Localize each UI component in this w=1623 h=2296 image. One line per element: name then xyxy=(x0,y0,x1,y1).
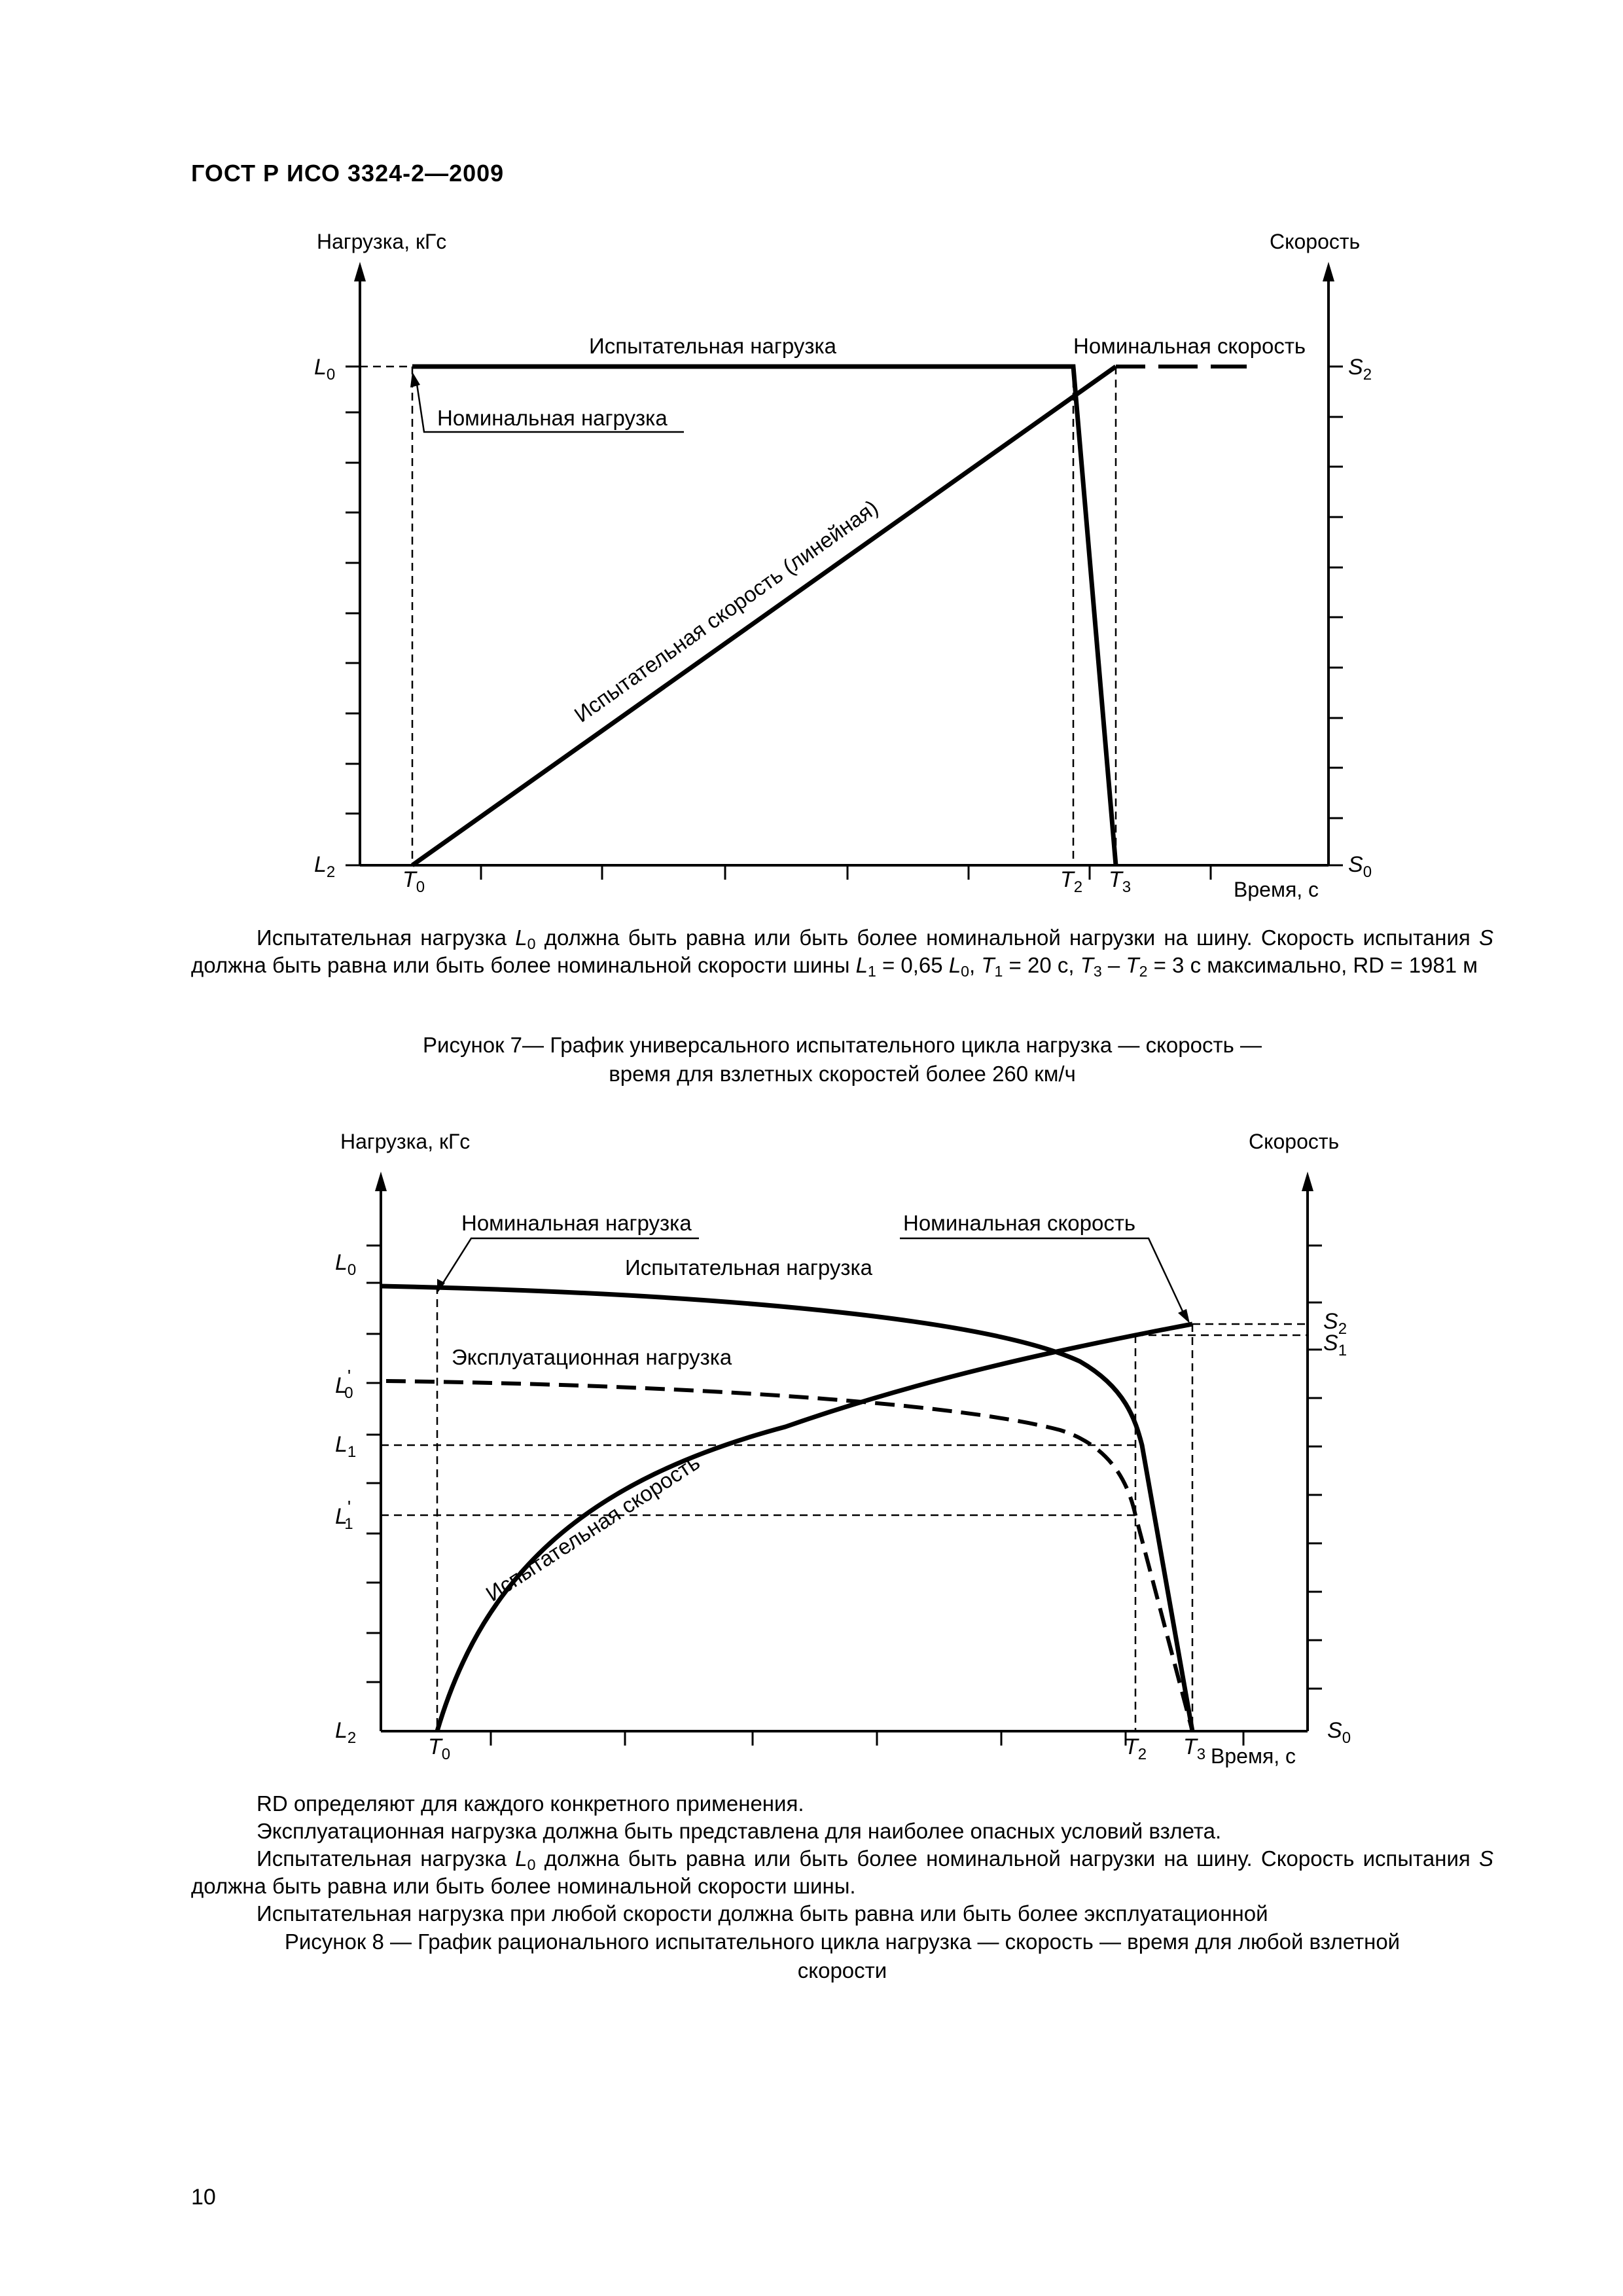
label-nominal-speed: Номинальная скорость xyxy=(1073,334,1306,358)
operational-load-curve xyxy=(386,1381,1192,1731)
note-rd: RD определяют для каждого конкретного применения. xyxy=(257,1791,804,1816)
page-number: 10 xyxy=(191,2185,216,2210)
figure-8-chart xyxy=(0,1113,1623,1806)
tick-L1p: L' 1 xyxy=(335,1497,353,1533)
document-header: ГОСТ Р ИСО 3324-2—2009 xyxy=(191,160,505,187)
tick-S2: $S_2$ xyxy=(1348,355,1372,384)
tick-L2: $L_2$ xyxy=(314,852,336,881)
tick-S0: $S_0$ xyxy=(1327,1718,1351,1747)
label-test-speed: Испытательная скорость (линейная) xyxy=(569,495,883,727)
figure-7-chart xyxy=(0,216,1623,923)
tick-L2: $L_2$ xyxy=(335,1718,357,1747)
tick-T3: $T_3$ xyxy=(1183,1734,1206,1763)
test-speed-line xyxy=(412,367,1116,865)
label-nominal-load: Номинальная нагрузка xyxy=(461,1211,692,1235)
tick-T3: $T_3$ xyxy=(1109,867,1132,896)
figure-8-notes xyxy=(191,1790,1493,1928)
x-title: Время, с xyxy=(1211,1744,1296,1768)
label-operational-load: Эксплуатационная нагрузка xyxy=(452,1345,732,1369)
figure-7-caption: Рисунок 7— График универсального испытательного цикла нагрузка — скорость — время для взлетных скоростей более 260 км/ч xyxy=(423,1033,1262,1086)
note-any-speed: Испытательная нагрузка при любой скорости должна быть равна или быть более эксплуатационной xyxy=(257,1901,1268,1926)
label-test-speed: Испытательная скорость xyxy=(481,1450,704,1606)
tick-L0: $L_0$ xyxy=(335,1250,357,1279)
x-title: Время, с xyxy=(1234,878,1319,901)
y-right-title: Скорость xyxy=(1249,1130,1340,1153)
tick-L1: $L_1$ xyxy=(335,1432,357,1461)
label-test-load: Испытательная нагрузка xyxy=(625,1255,872,1280)
tick-L0p: L' 0 xyxy=(335,1366,353,1402)
test-speed-curve xyxy=(437,1324,1192,1731)
figure-8-caption: Рисунок 8 — График рационального испытательного цикла нагрузка — скорость — время для любой взлетной скорости xyxy=(284,1929,1400,1982)
tick-L0: $L_0$ xyxy=(314,355,336,384)
label-nominal-load: Номинальная нагрузка xyxy=(437,406,668,430)
tick-T0: $T_0$ xyxy=(428,1734,451,1763)
tick-S1: $S_1$ xyxy=(1323,1331,1347,1359)
y-right-title: Скорость xyxy=(1270,230,1361,253)
tick-S2: $S_2$ xyxy=(1323,1309,1347,1338)
tick-T0: $T_0$ xyxy=(402,867,425,896)
figure-7-note: Испытательная нагрузка $L_0$ должна быть равна или быть более номинальной нагрузки на шину. Скорость испытания S должна быть равна или быть более номинальной скорости шины $L_1 = 0,65$ $L_0$, $T_1 = 20$ с, $T_3 - T_2 = 3$ с максимально, RD = 1981 м xyxy=(191,925,1493,980)
label-test-load: Испытательная нагрузка xyxy=(589,334,836,358)
tick-S0: $S_0$ xyxy=(1348,852,1372,881)
label-nominal-speed: Номинальная скорость xyxy=(903,1211,1136,1235)
note-operational: Эксплуатационная нагрузка должна быть представлена для наиболее опасных условий взлета. xyxy=(257,1819,1222,1843)
y-left-title: Нагрузка, кГс xyxy=(340,1130,471,1153)
tick-T2: $T_2$ xyxy=(1124,1734,1147,1763)
tick-T2: $T_2$ xyxy=(1060,867,1083,896)
y-left-title: Нагрузка, кГс xyxy=(317,230,447,253)
note-test-load: Испытательная нагрузка $L_0$ должна быть равна или быть более номинальной нагрузки на шину. Скорость испытания S должна быть равна или быть более номинальной скорости шины. xyxy=(191,1846,1493,1898)
